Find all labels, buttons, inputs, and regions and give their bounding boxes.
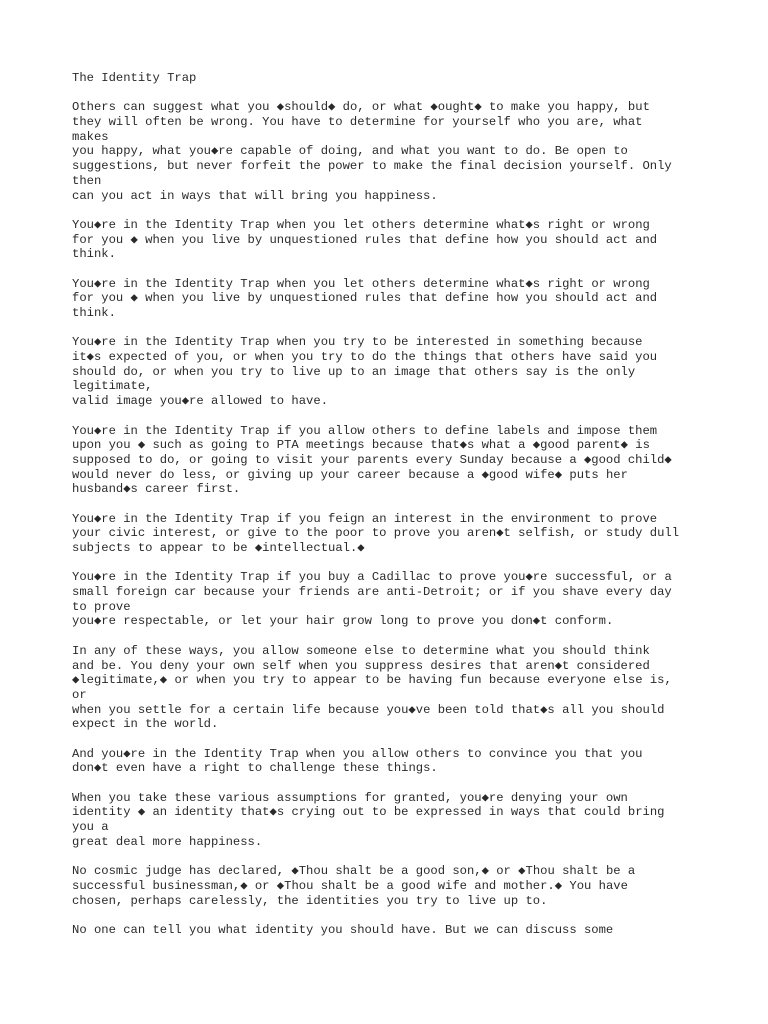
text-line: you◆re respectable, or let your hair grow long to prove you don◆t conform. — [72, 614, 614, 629]
text-line: or — [72, 687, 87, 702]
text-line: successful businessman,◆ or ◆Thou shalt be a good wife and mother.◆ You have — [72, 878, 628, 893]
paragraph — [72, 512, 762, 556]
text-line: you a — [72, 820, 109, 835]
text-line: it◆s expected of you, or when you try to do the things that others have said you — [72, 350, 658, 365]
text-line: small foreign car because your friends are anti-Detroit; or if you shave every day — [72, 585, 672, 600]
paragraph — [72, 277, 762, 321]
text-line: you happy, what you◆re capable of doing, and what you want to do. Be open to — [72, 144, 628, 159]
paragraph — [72, 923, 762, 938]
text-line: ◆legitimate,◆ or when you try to appear to be having fun because everyone else is, — [72, 673, 672, 688]
text-line: can you act in ways that will bring you happiness. — [72, 188, 438, 203]
paragraph — [72, 644, 762, 732]
text-line: You◆re in the Identity Trap if you allow others to define labels and impose them — [72, 423, 658, 438]
title-text: The Identity Trap — [72, 71, 197, 85]
text-line: identity ◆ an identity that◆s crying out to be expressed in ways that could bring — [72, 805, 665, 820]
text-line: makes — [72, 129, 109, 144]
paragraph — [72, 864, 762, 908]
paragraph — [72, 218, 762, 262]
text-line: and be. You deny your own self when you suppress desires that aren◆t considered — [72, 658, 650, 673]
document-title — [72, 71, 762, 86]
text-line: for you ◆ when you live by unquestioned rules that define how you should act and — [72, 232, 658, 247]
text-line: think. — [72, 306, 116, 320]
text-line: don◆t even have a right to challenge these things. — [72, 761, 438, 776]
paragraph — [72, 747, 762, 776]
text-line: think. — [72, 247, 116, 262]
text-line: suggestions, but never forfeit the power to make the final decision yourself. Only — [72, 159, 672, 174]
paragraph — [72, 791, 762, 850]
text-line: No one can tell you what identity you should have. But we can discuss some — [72, 922, 614, 937]
text-line: Others can suggest what you ◆should◆ do, or what ◆ought◆ to make you happy, but — [72, 100, 650, 115]
text-line: husband◆s career first. — [72, 482, 241, 497]
paragraph — [72, 100, 762, 203]
text-line: chosen, perhaps carelessly, the identities you try to live up to. — [72, 893, 548, 908]
paragraph — [72, 424, 762, 497]
text-line: And you◆re in the Identity Trap when you allow others to convince you that you — [72, 746, 643, 761]
text-line: they will often be wrong. You have to determine for yourself who you are, what — [72, 115, 643, 130]
paragraph — [72, 570, 762, 629]
document-body — [72, 71, 762, 952]
text-line: No cosmic judge has declared, ◆Thou shalt be a good son,◆ or ◆Thou shalt be a — [72, 864, 636, 879]
text-line: expect in the world. — [72, 717, 219, 732]
text-line: subjects to appear to be ◆intellectual.◆ — [72, 541, 365, 555]
text-line: legitimate, — [72, 379, 153, 394]
text-line: You◆re in the Identity Trap when you let others determine what◆s right or wrong — [72, 276, 650, 291]
text-line: then — [72, 173, 102, 188]
text-line: You◆re in the Identity Trap if you feign an interest in the environment to prove — [72, 511, 658, 526]
text-line: should do, or when you try to live up to an image that others say is the only — [72, 364, 636, 379]
text-line: your civic interest, or give to the poor to prove you aren◆t selfish, or study dull — [72, 526, 680, 541]
text-line: supposed to do, or going to visit your parents every Sunday because a ◆good child◆ — [72, 452, 672, 467]
text-line: great deal more happiness. — [72, 834, 263, 849]
text-line: when you settle for a certain life because you◆ve been told that◆s all you should — [72, 702, 665, 717]
text-line: You◆re in the Identity Trap when you try to be interested in something because — [72, 335, 643, 350]
text-line: valid image you◆re allowed to have. — [72, 394, 329, 409]
text-line: In any of these ways, you allow someone else to determine what you should think — [72, 643, 650, 658]
text-line: upon you ◆ such as going to PTA meetings because that◆s what a ◆good parent◆ is — [72, 438, 650, 453]
text-line: You◆re in the Identity Trap if you buy a Cadillac to prove you◆re successful, or a — [72, 570, 672, 585]
paragraph — [72, 335, 762, 408]
text-line: would never do less, or giving up your career because a ◆good wife◆ puts her — [72, 467, 628, 482]
text-line: for you ◆ when you live by unquestioned rules that define how you should act and — [72, 291, 658, 306]
text-line: to prove — [72, 599, 131, 614]
text-line: You◆re in the Identity Trap when you let others determine what◆s right or wrong — [72, 217, 650, 232]
text-line: When you take these various assumptions for granted, you◆re denying your own — [72, 790, 628, 805]
